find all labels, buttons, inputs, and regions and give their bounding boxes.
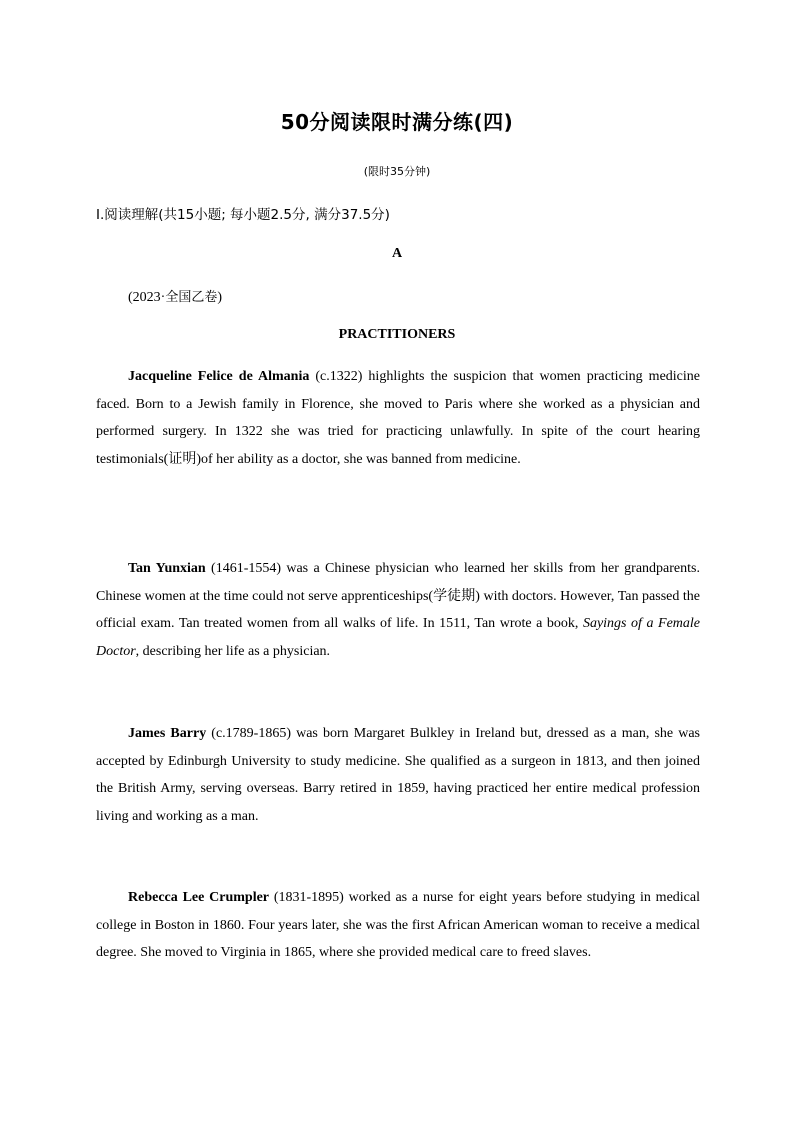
person-name: Tan Yunxian	[128, 561, 206, 576]
paragraph-rebecca-crumpler	[96, 884, 700, 967]
source-suffix: )	[217, 290, 223, 305]
source-text: 全国乙卷	[165, 290, 218, 305]
page-title: 50分阅读限时满分练(四)	[280, 110, 514, 134]
passage-letter: A	[391, 246, 403, 261]
paragraph-tan-yunxian	[96, 555, 700, 665]
person-name: James Barry	[128, 726, 207, 741]
paragraph-text: (1831-1895) worked as a nurse for eight years before studying in medical college in Boston in 1860. Four years later, she was the first African American woman to receive a medical degree. She moved to Virginia in 1865, where she provided medical care to freed slaves.	[96, 890, 700, 961]
paragraph-almania	[96, 363, 700, 473]
article-title: PRACTITIONERS	[338, 327, 456, 342]
book-title: Sayings of a Female Doctor	[96, 616, 700, 659]
paragraph-text: ) with doctors. However, Tan passed the official exam. Tan treated women from all walks of life. In 1511, Tan wrote a book,	[96, 588, 701, 632]
source-label	[128, 286, 222, 306]
source-prefix: (2023·	[128, 290, 166, 305]
paragraph-text: , describing her life as a physician.	[135, 643, 331, 659]
person-name: Rebecca Lee Crumpler	[128, 890, 270, 905]
paragraph-james-barry	[96, 720, 700, 830]
person-name: Jacqueline Felice de Almania	[128, 369, 310, 384]
gloss: 证明	[168, 450, 197, 467]
paragraph-text: (1461-1554) was a Chinese physician who learned her skills from her grandparents. Chinese women at the time could not serve apprenticeships(	[96, 561, 700, 604]
time-limit: (限时35分钟)	[363, 165, 431, 178]
paragraph-text: )of her ability as a doctor, she was banned from medicine.	[196, 451, 521, 467]
paragraph-text: (c.1789-1865) was born Margaret Bulkley in Ireland but, dressed as a man, she was accepted by Edinburgh University to study medicine. She qualified as a surgeon in 1813, and then joined the British Army, serving overseas. Barry retired in 1859, having practiced her entire medical profession living and working as a man.	[96, 726, 700, 824]
paragraph-text: (c.1322) highlights the suspicion that women practicing medicine faced. Born to a Jewish family in Florence, she moved to Paris where she worked as a physician and performed surgery. In 1322 she was tried for practicing unlawfully. In spite of the court hearing testimonials(	[96, 369, 700, 467]
section-heading: Ⅰ.阅读理解(共15小题; 每小题2.5分, 满分37.5分)	[96, 207, 390, 223]
gloss: 学徒期	[433, 587, 476, 604]
